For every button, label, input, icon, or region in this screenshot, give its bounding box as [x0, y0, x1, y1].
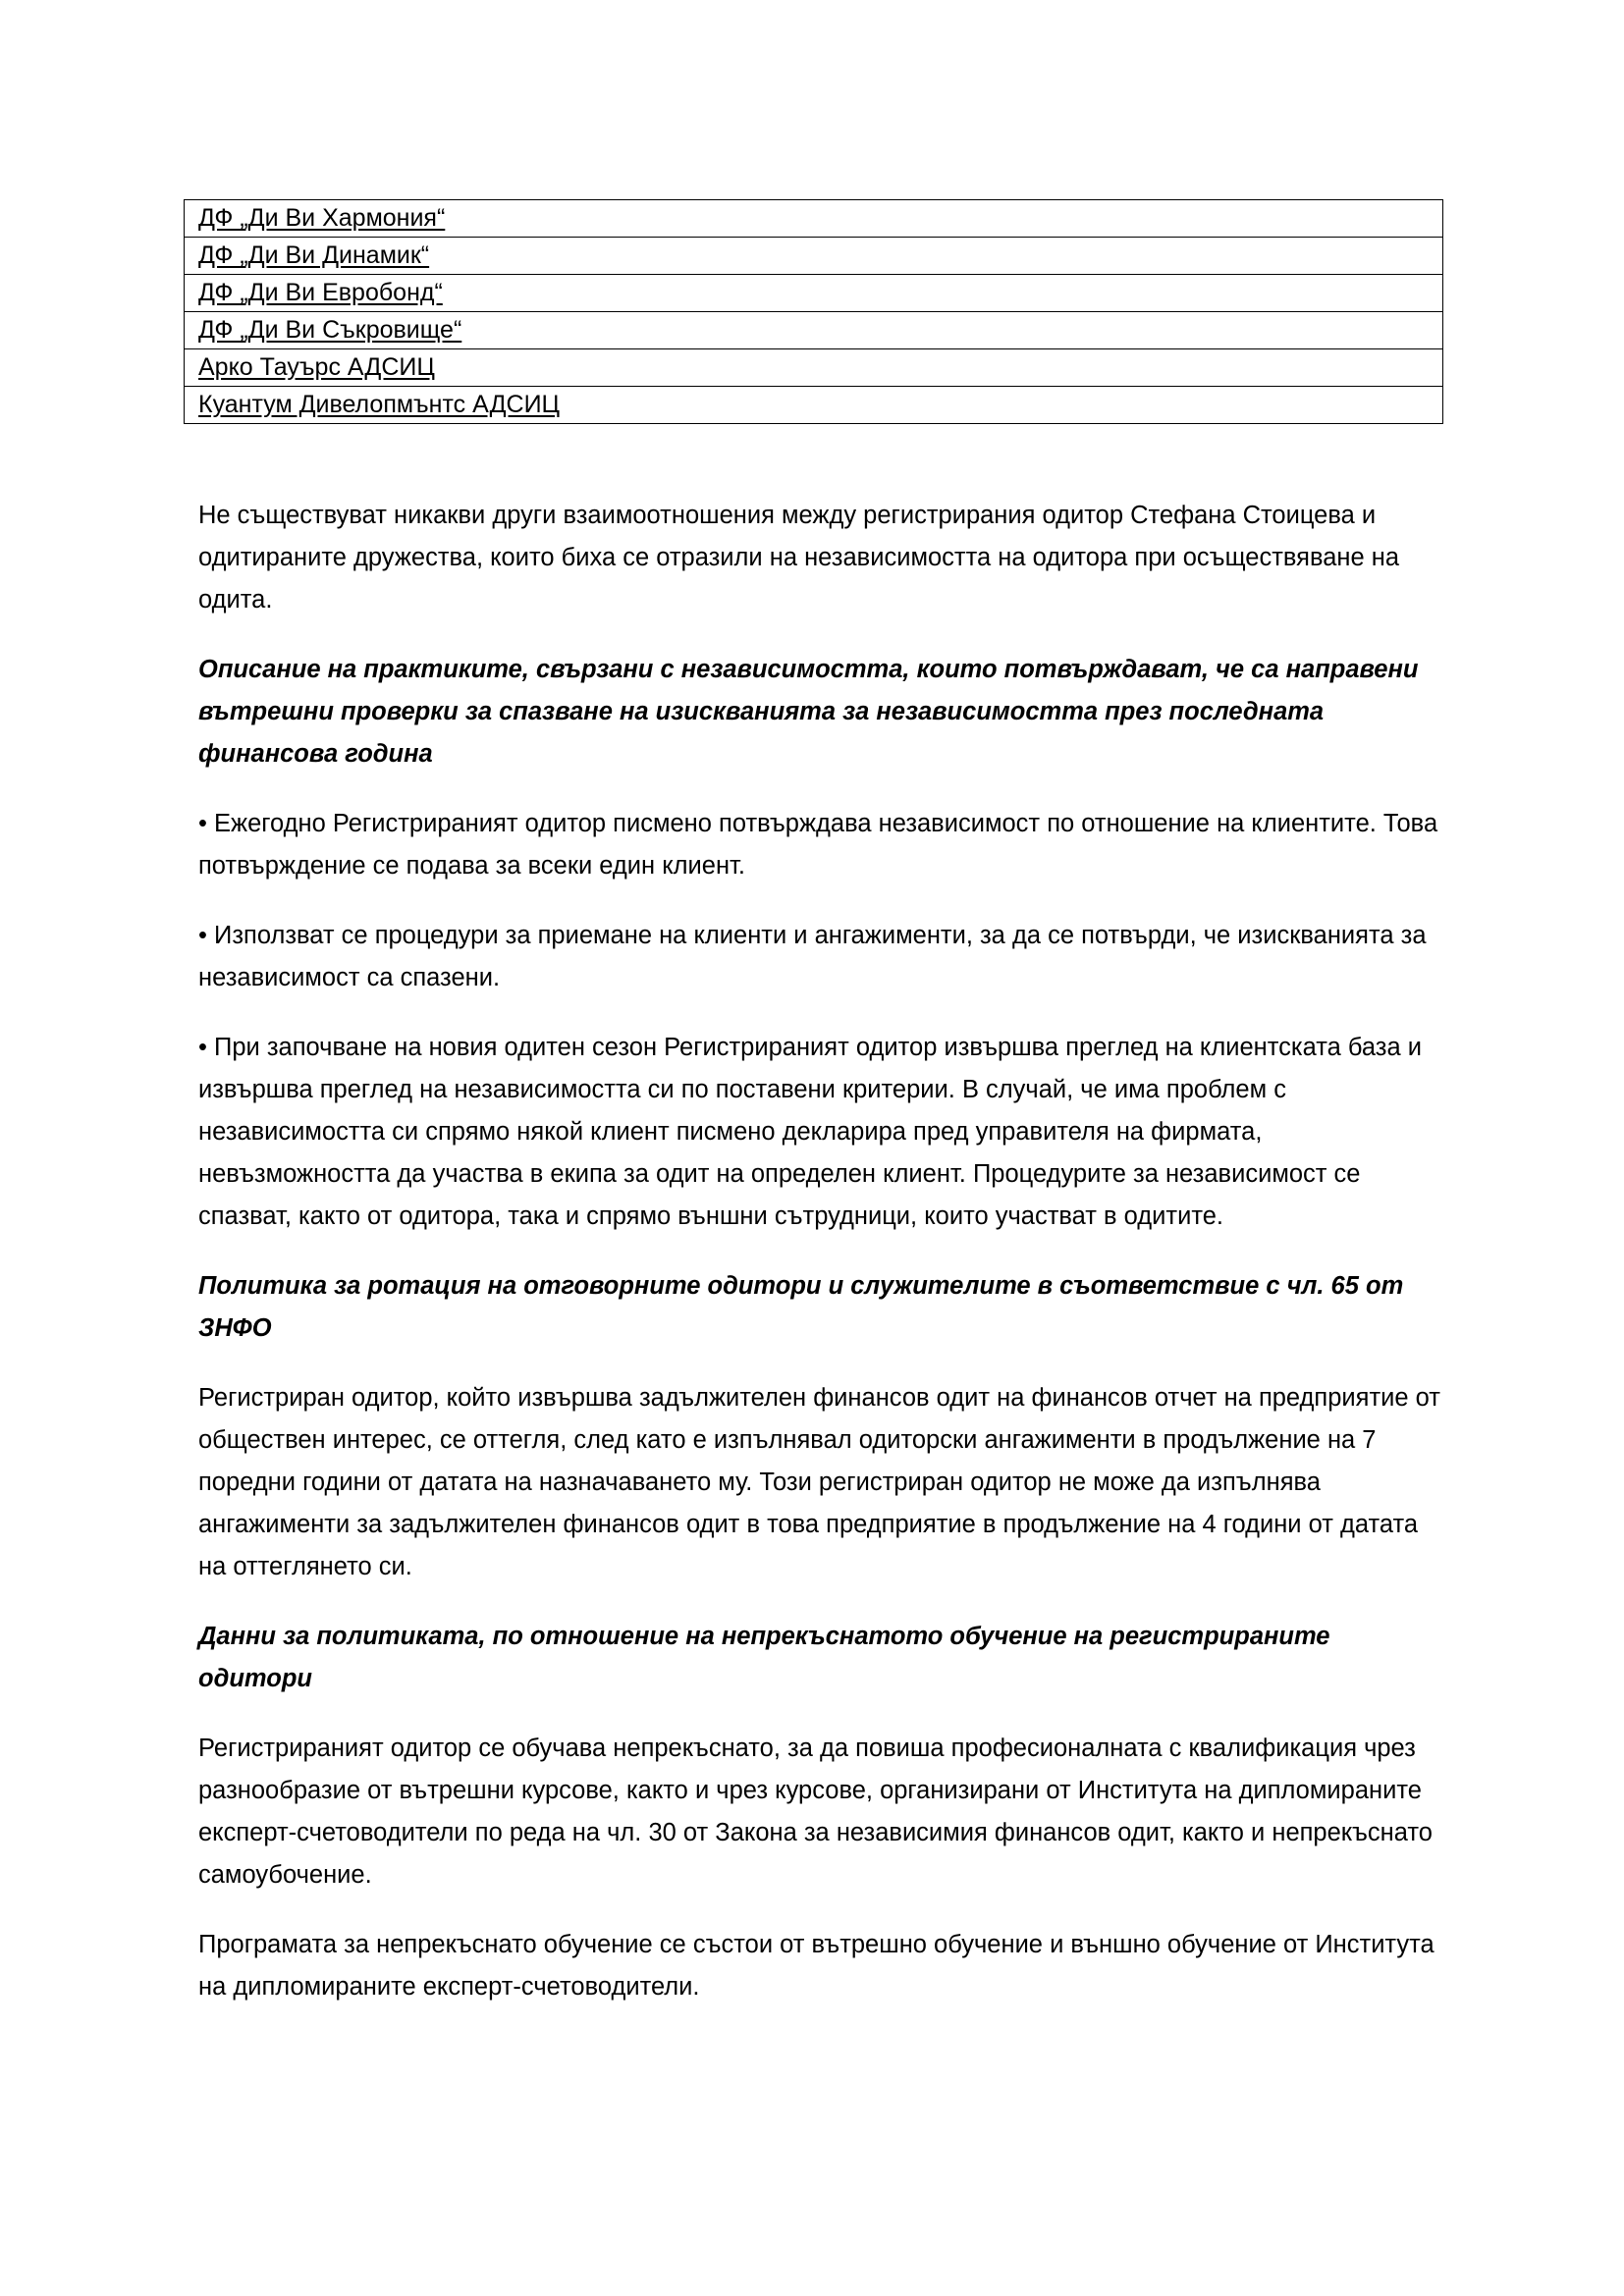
- table-row: [185, 387, 1443, 424]
- table-row: [185, 200, 1443, 238]
- table-row: [185, 238, 1443, 275]
- table-cell: ДФ „Ди Ви Динамик“: [185, 238, 1443, 275]
- heading-rotation-policy: Политика за ротация на отговорните одитори и служителите в съответствие с чл. 65 от ЗНФО: [198, 1272, 1404, 1342]
- paragraph-rotation: Регистриран одитор, който извършва задължителен финансов одит на финансов отчет на предприятие от обществен интерес, се оттегля, след като е изпълнявал одиторски ангажименти в продължение на 7 поредни години от датата на назначаването му. Този регистриран одитор не може да изпълнява ангажименти за задължителен финансов одит в това предприятие в продължение на 4 години от датата на оттеглянето си.: [198, 1384, 1440, 1580]
- table-cell: ДФ „Ди Ви Хармония“: [185, 200, 1443, 238]
- table-row: [185, 275, 1443, 312]
- heading-independence-practices: Описание на практиките, свързани с независимостта, които потвърждават, че са направени вътрешни проверки за спазване на изискванията за независимостта през последната финансова година: [198, 656, 1419, 768]
- clients-table: [184, 199, 1443, 424]
- heading-training-policy: Данни за политиката, по отношение на непрекъснатото обучение на регистрираните одитори: [198, 1623, 1330, 1692]
- bullet-acceptance-procedures: • Използват се процедури за приемане на клиенти и ангажименти, за да се потвърди, че изискванията за независимост са спазени.: [198, 922, 1427, 991]
- table-cell: Куантум Дивелопмънтс АДСИЦ: [185, 387, 1443, 424]
- bullet-season-review: • При започване на новия одитен сезон Регистрираният одитор извършва преглед на клиентската база и извършва преглед на независимостта си по поставени критерии. В случай, че има проблем с независимостта си спрямо някой клиент писмено декларира пред управителя на фирмата, невъзможността да участва в екипа за одит на определен клиент. Процедурите за независимост се спазват, както от одитора, така и спрямо външни сътрудници, които участват в одитите.: [198, 1034, 1423, 1230]
- paragraph-training-1: Регистрираният одитор се обучава непрекъснато, за да повиша професионалната с квалификация чрез разнообразие от вътрешни курсове, както и чрез курсове, организирани от Института на дипломираните експерт-счетоводители по реда на чл. 30 от Закона за независимия финансов одит, както и непрекъснато самоубочение.: [198, 1735, 1433, 1889]
- document-body: [198, 495, 1447, 2036]
- table-row: [185, 349, 1443, 387]
- table-cell: ДФ „Ди Ви Съкровище“: [185, 312, 1443, 349]
- table-row: [185, 312, 1443, 349]
- table-cell: ДФ „Ди Ви Евробонд“: [185, 275, 1443, 312]
- paragraph-training-2: Програмата за непрекъснато обучение се състои от вътрешно обучение и външно обучение от Института на дипломираните експерт-счетоводители.: [198, 1931, 1435, 2001]
- paragraph-no-relations: Не съществуват никакви други взаимоотношения между регистрирания одитор Стефана Стоицева и одитираните дружества, които биха се отразили на независимостта на одитора при осъществяване на одита.: [198, 502, 1400, 614]
- bullet-annual-confirmation: • Ежегодно Регистрираният одитор писмено потвърждава независимост по отношение на клиентите. Това потвърждение се подава за всеки един клиент.: [198, 810, 1438, 880]
- table-cell: Арко Тауърс АДСИЦ: [185, 349, 1443, 387]
